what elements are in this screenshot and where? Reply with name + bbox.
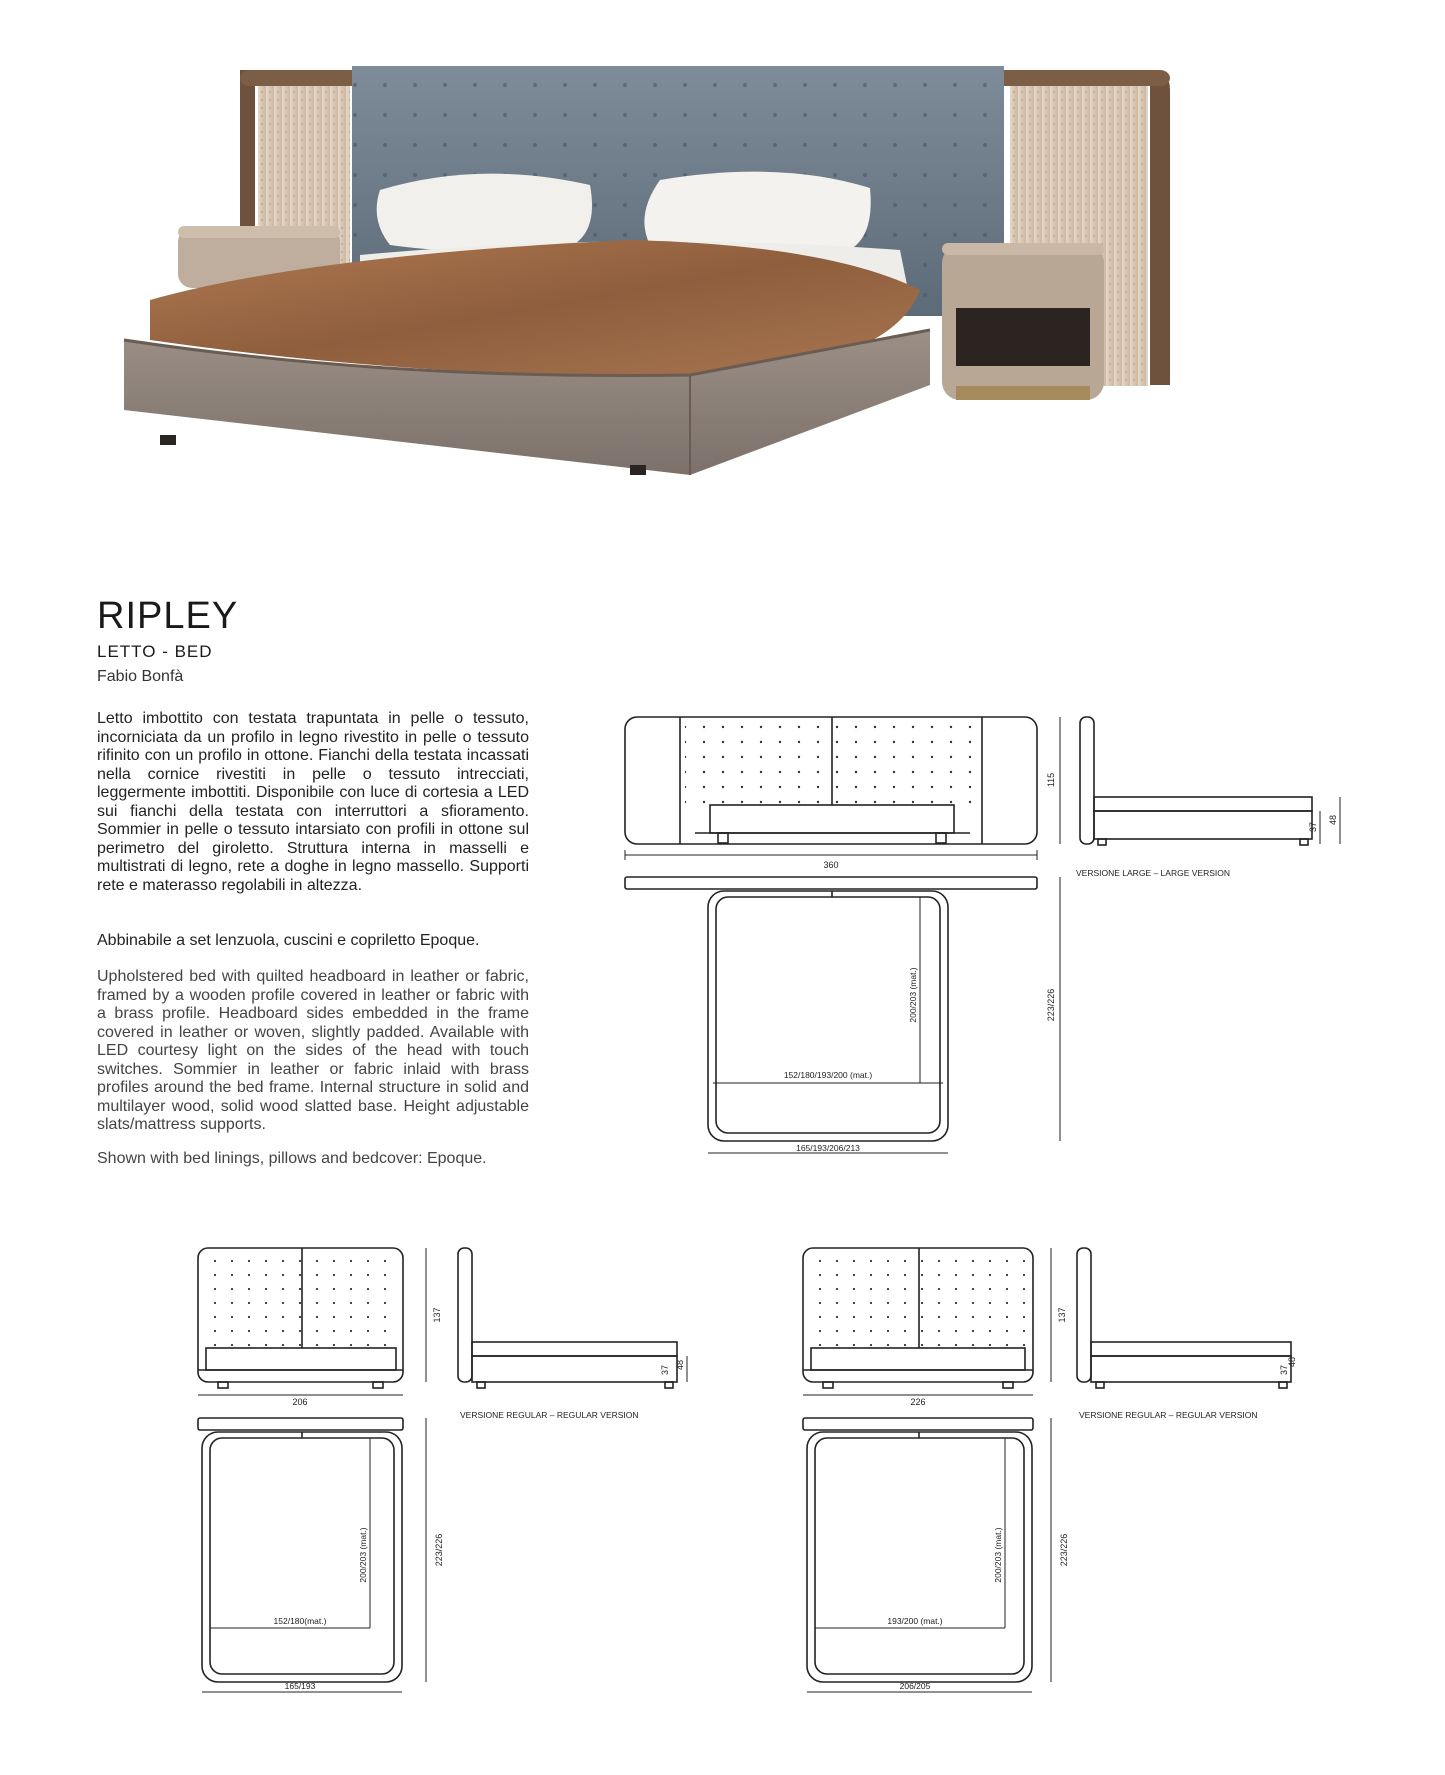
bed-product-photo xyxy=(130,40,1330,560)
regular-a-width-dim: 206 xyxy=(292,1397,308,1407)
regular-a-mattress-length: 200/203 (mat.) xyxy=(358,1527,368,1583)
regular-a-side-elevation xyxy=(458,1248,472,1382)
large-side-elevation xyxy=(1080,717,1094,844)
regular-b-version-label: VERSIONE REGULAR – REGULAR VERSION xyxy=(1079,1410,1258,1420)
large-height-dim: 115 xyxy=(1046,772,1056,788)
regular-version-a-drawings xyxy=(190,1240,690,1695)
large-mattress-length: 200/203 (mat.) xyxy=(908,967,918,1023)
regular-a-overall-length: 223/226 xyxy=(434,1533,444,1567)
regular-b-side-h2: 48 xyxy=(1287,1356,1297,1368)
large-version-label: VERSIONE LARGE – LARGE VERSION xyxy=(1076,868,1230,878)
large-width-dim: 360 xyxy=(823,860,839,870)
regular-b-side-elevation xyxy=(1077,1248,1091,1382)
description-english-note: Shown with bed linings, pillows and bedcover: Epoque. xyxy=(97,1150,487,1167)
regular-a-plan-view xyxy=(202,1432,402,1682)
description-italian: Letto imbottito con testata trapuntata in pelle o tessuto, incorniciata da un profilo in legno rivestito in pelle o tessuto rifinito con un profilo in ottone. Fianchi della testata incassati nella cornice rivestiti in pelle o tessuto intrecciati, leggermente imbottiti. Disponibile con luce di cortesia a LED sui fianchi della testata con interruttori a sfioramento. Sommier in pelle o tessuto intarsiato con profili in ottone sul perimetro del giroletto. Struttura interna in masselli e multistrati di legno, rete a doghe in legno massello. Supporti rete e materasso regolabili in altezza. xyxy=(97,710,529,894)
regular-a-height-dim: 137 xyxy=(432,1307,442,1323)
regular-b-side-h1: 37 xyxy=(1279,1364,1289,1376)
large-side-h1: 37 xyxy=(1308,821,1318,833)
regular-a-overall-width: 165/193 xyxy=(284,1681,316,1691)
regular-b-mattress-length: 200/203 (mat.) xyxy=(993,1527,1003,1583)
large-version-drawings xyxy=(600,705,1338,1155)
regular-a-version-label: VERSIONE REGULAR – REGULAR VERSION xyxy=(460,1410,639,1420)
regular-b-height-dim: 137 xyxy=(1057,1307,1067,1323)
regular-a-mattress-width: 152/180(mat.) xyxy=(273,1616,327,1626)
product-title: RIPLEY xyxy=(97,595,239,637)
regular-b-width-dim: 226 xyxy=(910,1397,926,1407)
regular-version-b-drawings xyxy=(795,1240,1295,1695)
large-side-h2: 48 xyxy=(1328,814,1338,826)
regular-b-mattress-width: 193/200 (mat.) xyxy=(887,1616,943,1626)
large-mattress-width: 152/180/193/200 (mat.) xyxy=(783,1070,873,1080)
product-category: LETTO - BED xyxy=(97,642,213,661)
designer-name: Fabio Bonfà xyxy=(97,668,184,685)
large-overall-length: 223/226 xyxy=(1046,988,1056,1022)
description-english: Upholstered bed with quilted headboard in leather or fabric, framed by a wooden profile covered in leather or fabric with a brass profile. Headboard sides embedded in the frame covered in leather or woven, slightly padded. Available with LED courtesy light on the sides of the head with touch switches. Sommier in leather or fabric inlaid with brass profiles around the bed frame. Internal structure in solid and multilayer wood, solid wood slatted base. Height adjustable slats/mattress supports. xyxy=(97,968,529,1133)
regular-a-side-h1: 37 xyxy=(660,1364,670,1376)
regular-b-overall-length: 223/226 xyxy=(1059,1533,1069,1567)
large-overall-width: 165/193/206/213 xyxy=(796,1143,860,1153)
regular-b-overall-width: 206/205 xyxy=(899,1681,931,1691)
regular-a-side-h2: 48 xyxy=(675,1359,685,1371)
description-italian-note: Abbinabile a set lenzuola, cuscini e copriletto Epoque. xyxy=(97,932,480,949)
